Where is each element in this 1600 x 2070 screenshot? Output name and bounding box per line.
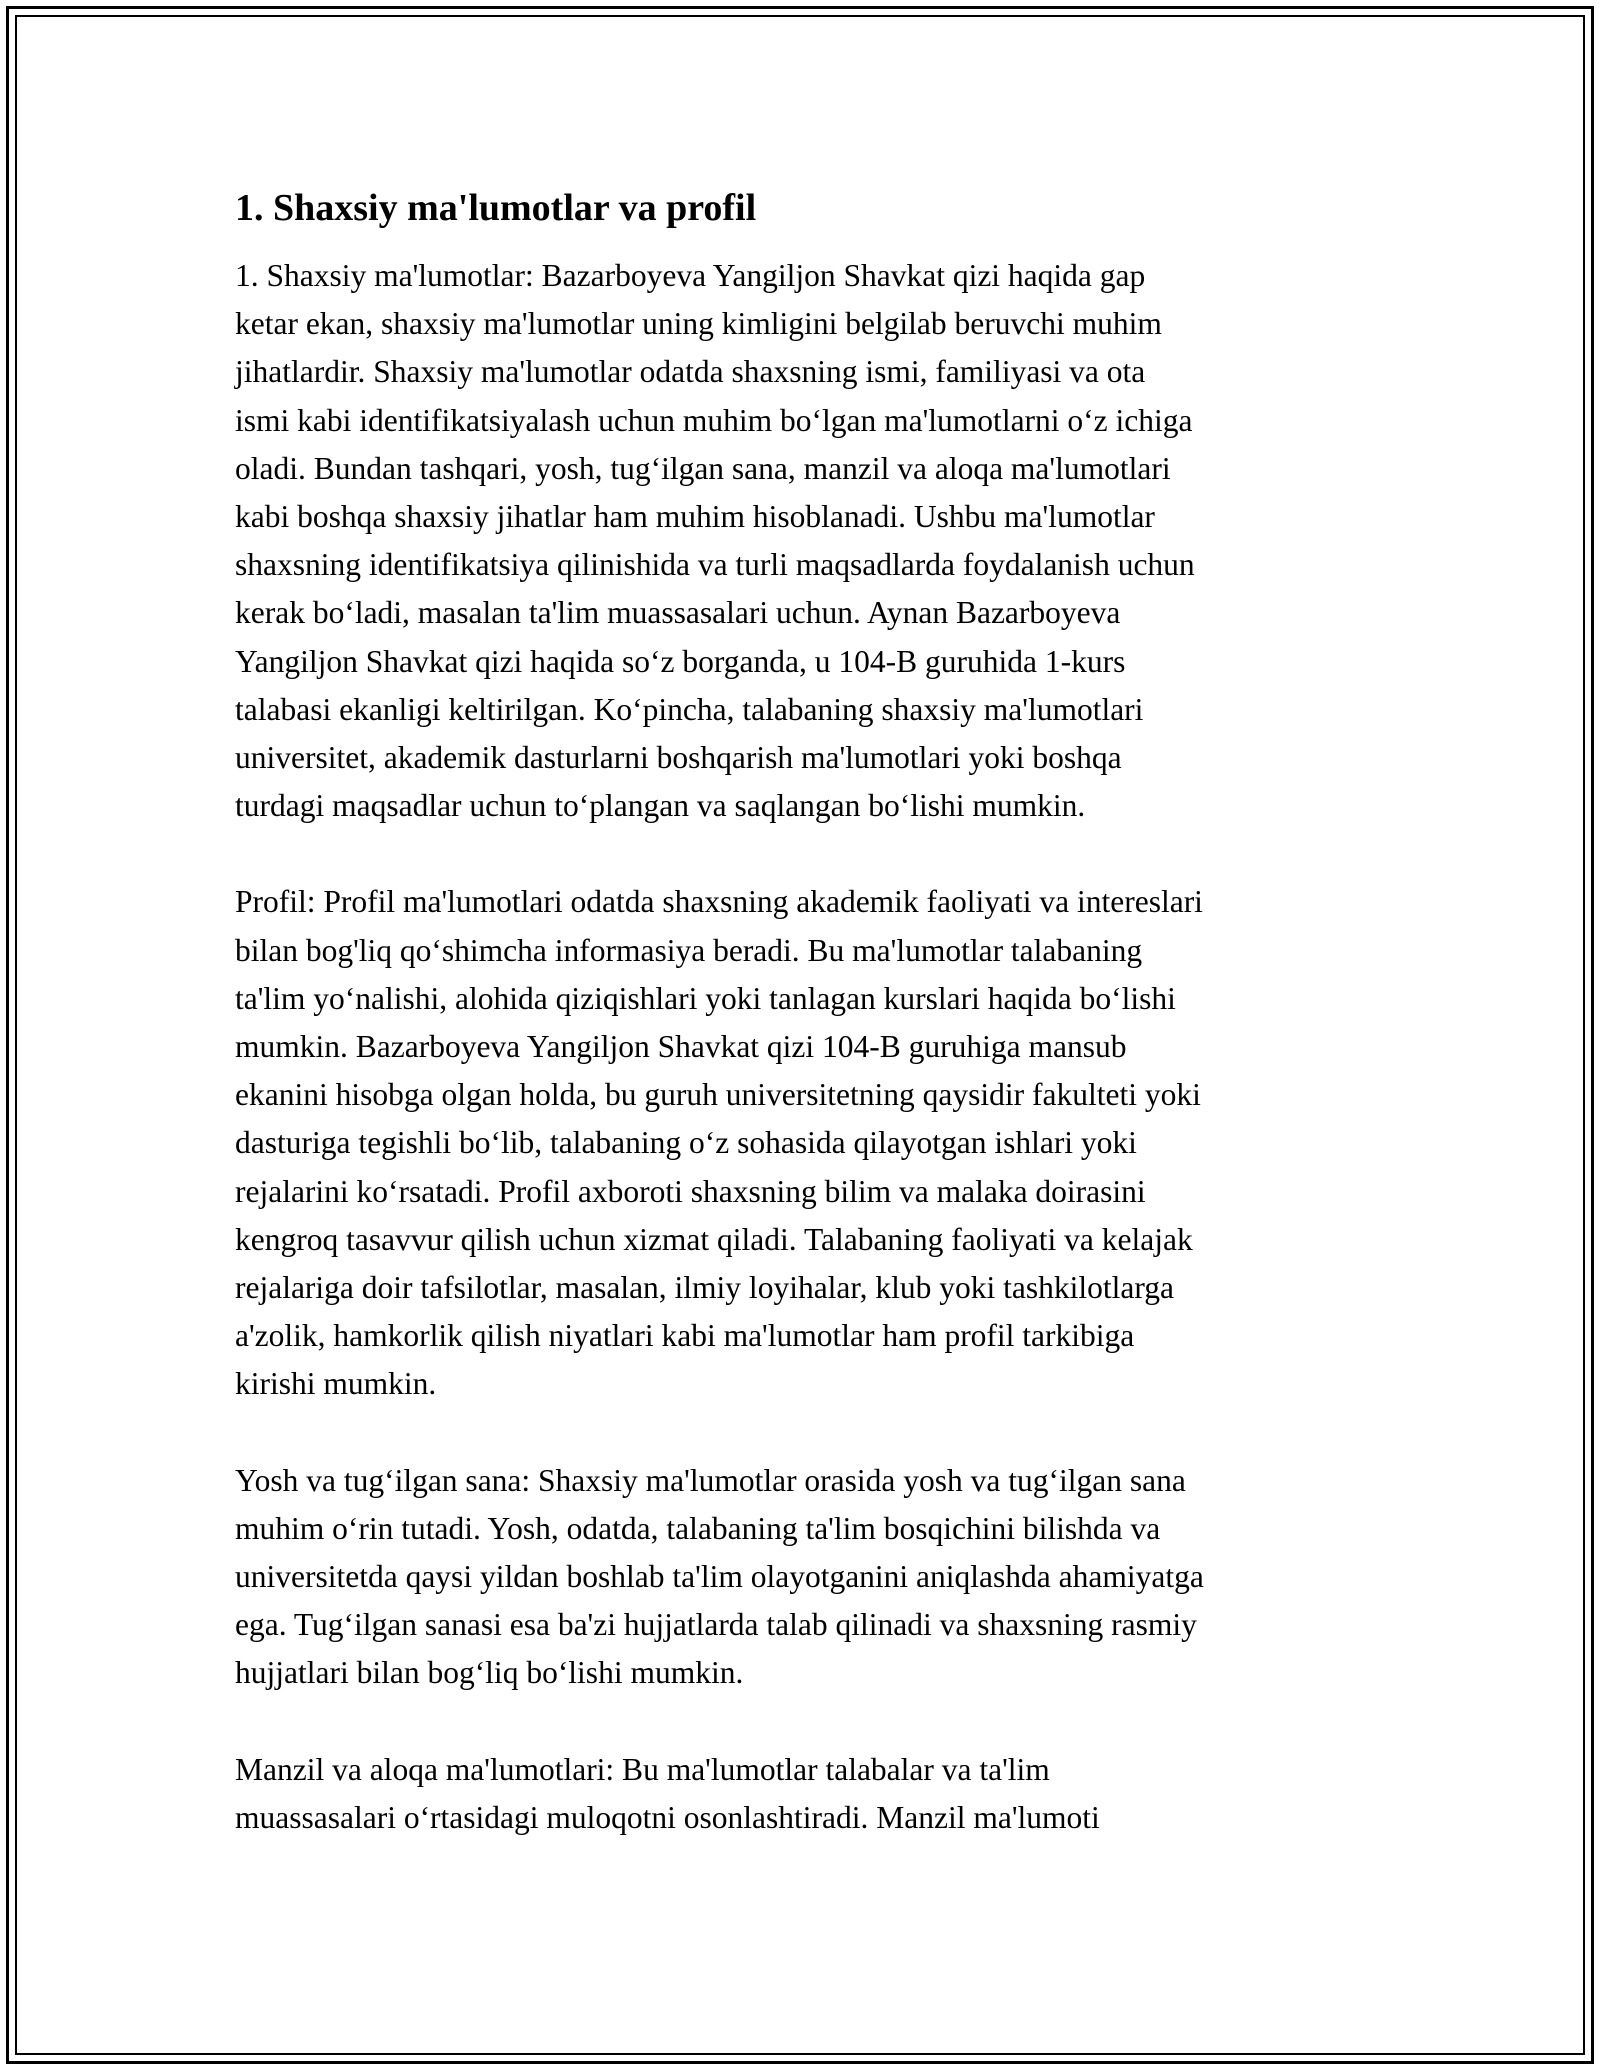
text-line: kabi boshqa shaxsiy jihatlar ham muhim hisoblanadi. Ushbu ma'lumotlar [235,499,1155,535]
text-line: universitet, akademik dasturlarni boshqarish ma'lumotlari yoki boshqa [235,740,1122,776]
text-line: muhim o‘rin tutadi. Yosh, odatda, talabaning ta'lim bosqichini bilishda va [235,1510,1161,1546]
paragraph-age-birthdate [235,1457,1370,1698]
text-line: kirishi mumkin. [235,1366,437,1402]
text-line: kengroq tasavvur qilish uchun xizmat qiladi. Talabaning faoliyati va kelajak [235,1221,1193,1257]
text-line: mumkin. Bazarboyeva Yangiljon Shavkat qizi 104-B guruhiga mansub [235,1029,1127,1065]
text-line: rejalarini ko‘rsatadi. Profil axboroti shaxsning bilim va malaka doirasini [235,1173,1146,1209]
text-line: a'zolik, hamkorlik qilish niyatlari kabi ma'lumotlar ham profil tarkibiga [235,1318,1135,1354]
text-line: ekanini hisobga olgan holda, bu guruh universitetning qaysidir fakulteti yoki [235,1077,1201,1113]
text-line: universitetda qaysi yildan boshlab ta'lim olayotganini aniqlashda ahamiyatga [235,1559,1204,1595]
text-line: Yosh va tug‘ilgan sana: Shaxsiy ma'lumotlar orasida yosh va tug‘ilgan sana [235,1462,1186,1498]
paragraph-address-contact [235,1746,1370,1842]
text-line: ta'lim yo‘nalishi, alohida qiziqishlari yoki tanlagan kurslari haqida bo‘lishi [235,980,1176,1016]
text-line: kerak bo‘ladi, masalan ta'lim muassasalari uchun. Aynan Bazarboyeva [235,595,1121,631]
section-heading: 1. Shaxsiy ma'lumotlar va profil [235,187,757,229]
text-line: ismi kabi identifikatsiyalash uchun muhim bo‘lgan ma'lumotlarni o‘z ichiga [235,402,1193,438]
text-line: ketar ekan, shaxsiy ma'lumotlar uning kimligini belgilab beruvchi muhim [235,306,1162,342]
paragraph-profile [235,878,1370,1408]
text-line: Profil: Profil ma'lumotlari odatda shaxsning akademik faoliyati va intereslari [235,884,1203,920]
text-line: bilan bog'liq qo‘shimcha informasiya beradi. Bu ma'lumotlar talabaning [235,932,1143,968]
text-line: Manzil va aloqa ma'lumotlari: Bu ma'lumotlar talabalar va ta'lim [235,1751,1050,1787]
text-line: shaxsning identifikatsiya qilinishida va turli maqsadlarda foydalanish uchun [235,547,1195,583]
text-line: talabasi ekanligi keltirilgan. Ko‘pincha, talabaning shaxsiy ma'lumotlari [235,691,1144,727]
text-line: muassasalari o‘rtasidagi muloqotni osonlashtiradi. Manzil ma'lumoti [235,1799,1100,1835]
text-line: Yangiljon Shavkat qizi haqida so‘z borganda, u 104-B guruhida 1-kurs [235,643,1126,679]
paragraph-personal-data [235,252,1370,830]
text-line: oladi. Bundan tashqari, yosh, tug‘ilgan sana, manzil va aloqa ma'lumotlari [235,450,1171,486]
text-line: hujjatlari bilan bog‘liq bo‘lishi mumkin. [235,1655,744,1691]
text-line: 1. Shaxsiy ma'lumotlar: Bazarboyeva Yangiljon Shavkat qizi haqida gap [235,258,1146,293]
text-line: rejalariga doir tafsilotlar, masalan, ilmiy loyihalar, klub yoki tashkilotlarga [235,1270,1175,1306]
document-body [235,184,1370,1890]
text-line: jihatlardir. Shaxsiy ma'lumotlar odatda shaxsning ismi, familiyasi va ota [235,354,1146,390]
text-line: dasturiga tegishli bo‘lib, talabaning o‘z sohasida qilayotgan ishlari yoki [235,1125,1137,1161]
text-line: ega. Tug‘ilgan sanasi esa ba'zi hujjatlarda talab qilinadi va shaxsning rasmiy [235,1607,1197,1643]
text-line: turdagi maqsadlar uchun to‘plangan va saqlangan bo‘lishi mumkin. [235,788,1086,824]
